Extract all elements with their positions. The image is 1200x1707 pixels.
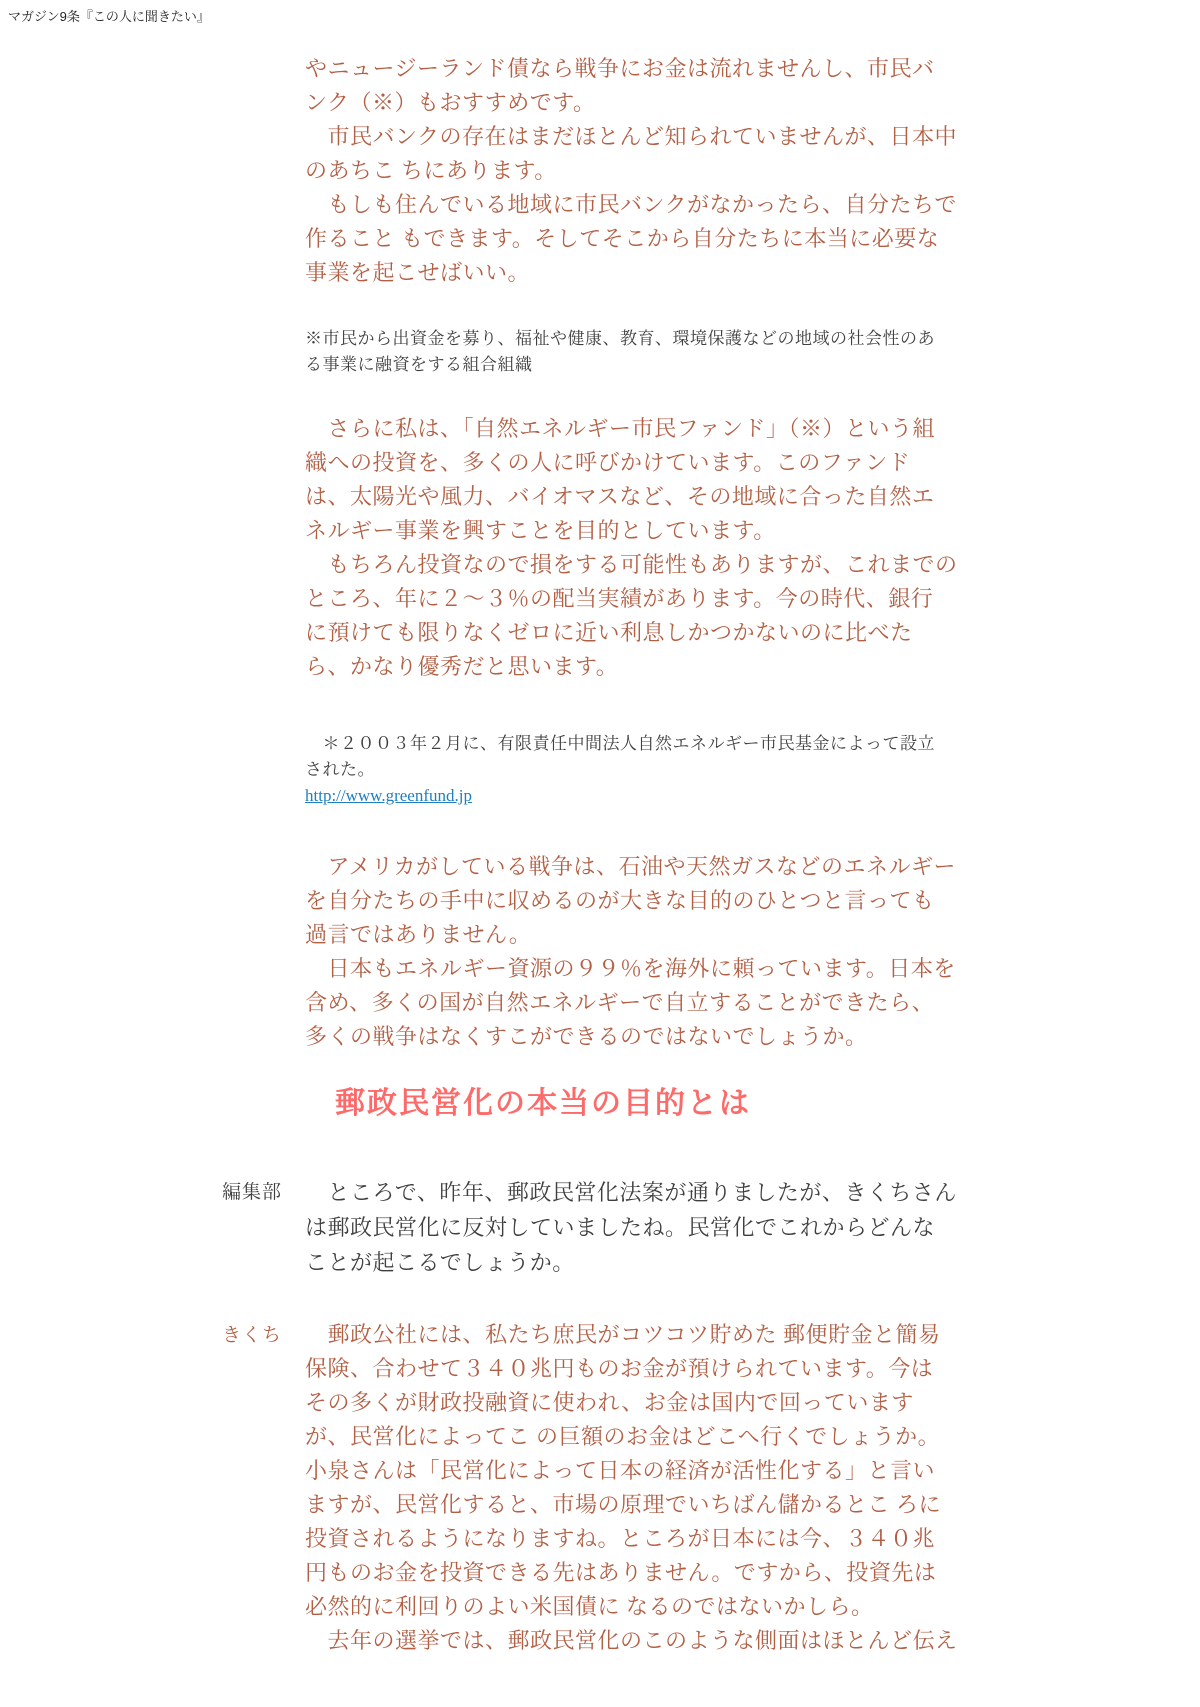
greenfund-link[interactable]: http://www.greenfund.jp	[305, 786, 472, 805]
article-paragraph-energy-fund: さらに私は、「自然エネルギー市民ファンド」（※）という組 織への投資を、多くの人に呼びかけています。このファンド は、太陽光や風力、バイオマスなど、その地域に合った自然エ ネルギー事業を興すことを目的としています。 もちろん投資なので損をする可能性もありますが、これまでの ところ、年に２〜３％の配当実績があります。今の時代、銀行 に預けても限りなくゼロに近い利息しかつかないのに比べた ら、かなり優秀だと思います。	[305, 416, 958, 679]
footnote-link-line	[222, 783, 982, 809]
article-body	[222, 52, 982, 1658]
interview-question-row	[222, 1175, 982, 1280]
footnote-citizen-bank: ※市民から出資金を募り、福祉や健康、教育、環境保護などの地域の社会性のあ る事業に融資をする組合組織	[305, 329, 935, 374]
footnote-energy-fund: ＊２００３年２月に、有限責任中間法人自然エネルギー市民基金によって設立 された。	[305, 734, 935, 779]
interview-answer-row	[222, 1318, 982, 1658]
article-paragraph-war-energy: アメリカがしている戦争は、石油や天然ガスなどのエネルギー を自分たちの手中に収めるのが大きな目的のひとつと言っても 過言ではありません。 日本もエネルギー資源の９９％を海外に頼っています。日本を 含め、多くの国が自然エネルギーで自立することができたら、 多くの戦争はなくすこができるのではないでしょうか。	[305, 854, 956, 1049]
interview-answer-text: 郵政公社には、私たち庶民がコツコツ貯めた 郵便貯金と簡易 保険、合わせて３４０兆円ものお金が預けられています。今は その多くが財政投融資に使われ、お金は国内で回っています が、民営化によってこ の巨額のお金はどこへ行くでしょうか。 小泉さんは「民営化によって日本の経済が活性化する」と言い ますが、民営化すると、市場の原理でいちばん儲かるとこ ろに 投資されるようになりますね。ところが日本には今、３４０兆 円ものお金を投資できる先はありません。ですから、投資先は 必然的に利回りのよい米国債に なるのではないかしら。 去年の選挙では、郵政民営化のこのような側面はほとんど伝え	[305, 1322, 958, 1653]
interview-question-text: ところで、昨年、郵政民営化法案が通りましたが、きくちさん は郵政民営化に反対していましたね。民営化でこれからどんな ことが起こるでしょうか。	[305, 1180, 957, 1275]
speaker-label-editorial: 編集部	[222, 1182, 283, 1203]
article-paragraph-citizen-bank: やニュージーランド債なら戦争にお金は流れませんし、市民バ ンク（※）もおすすめです。 市民バンクの存在はまだほとんど知られていませんが、日本中 のあちこ ちにあります。 もしも住んでいる地域に市民バンクがなかったら、自分たちで 作ること もできます。そしてそこから自分たちに本当に必要な 事業を起こせばいい。	[305, 56, 958, 285]
page-header-title: マガジン9条『この人に聞きたい』	[8, 9, 210, 24]
section-heading-postal-privatization: 郵政民営化の本当の目的とは	[335, 1087, 751, 1120]
speaker-label-kikuchi: きくち	[222, 1325, 283, 1346]
